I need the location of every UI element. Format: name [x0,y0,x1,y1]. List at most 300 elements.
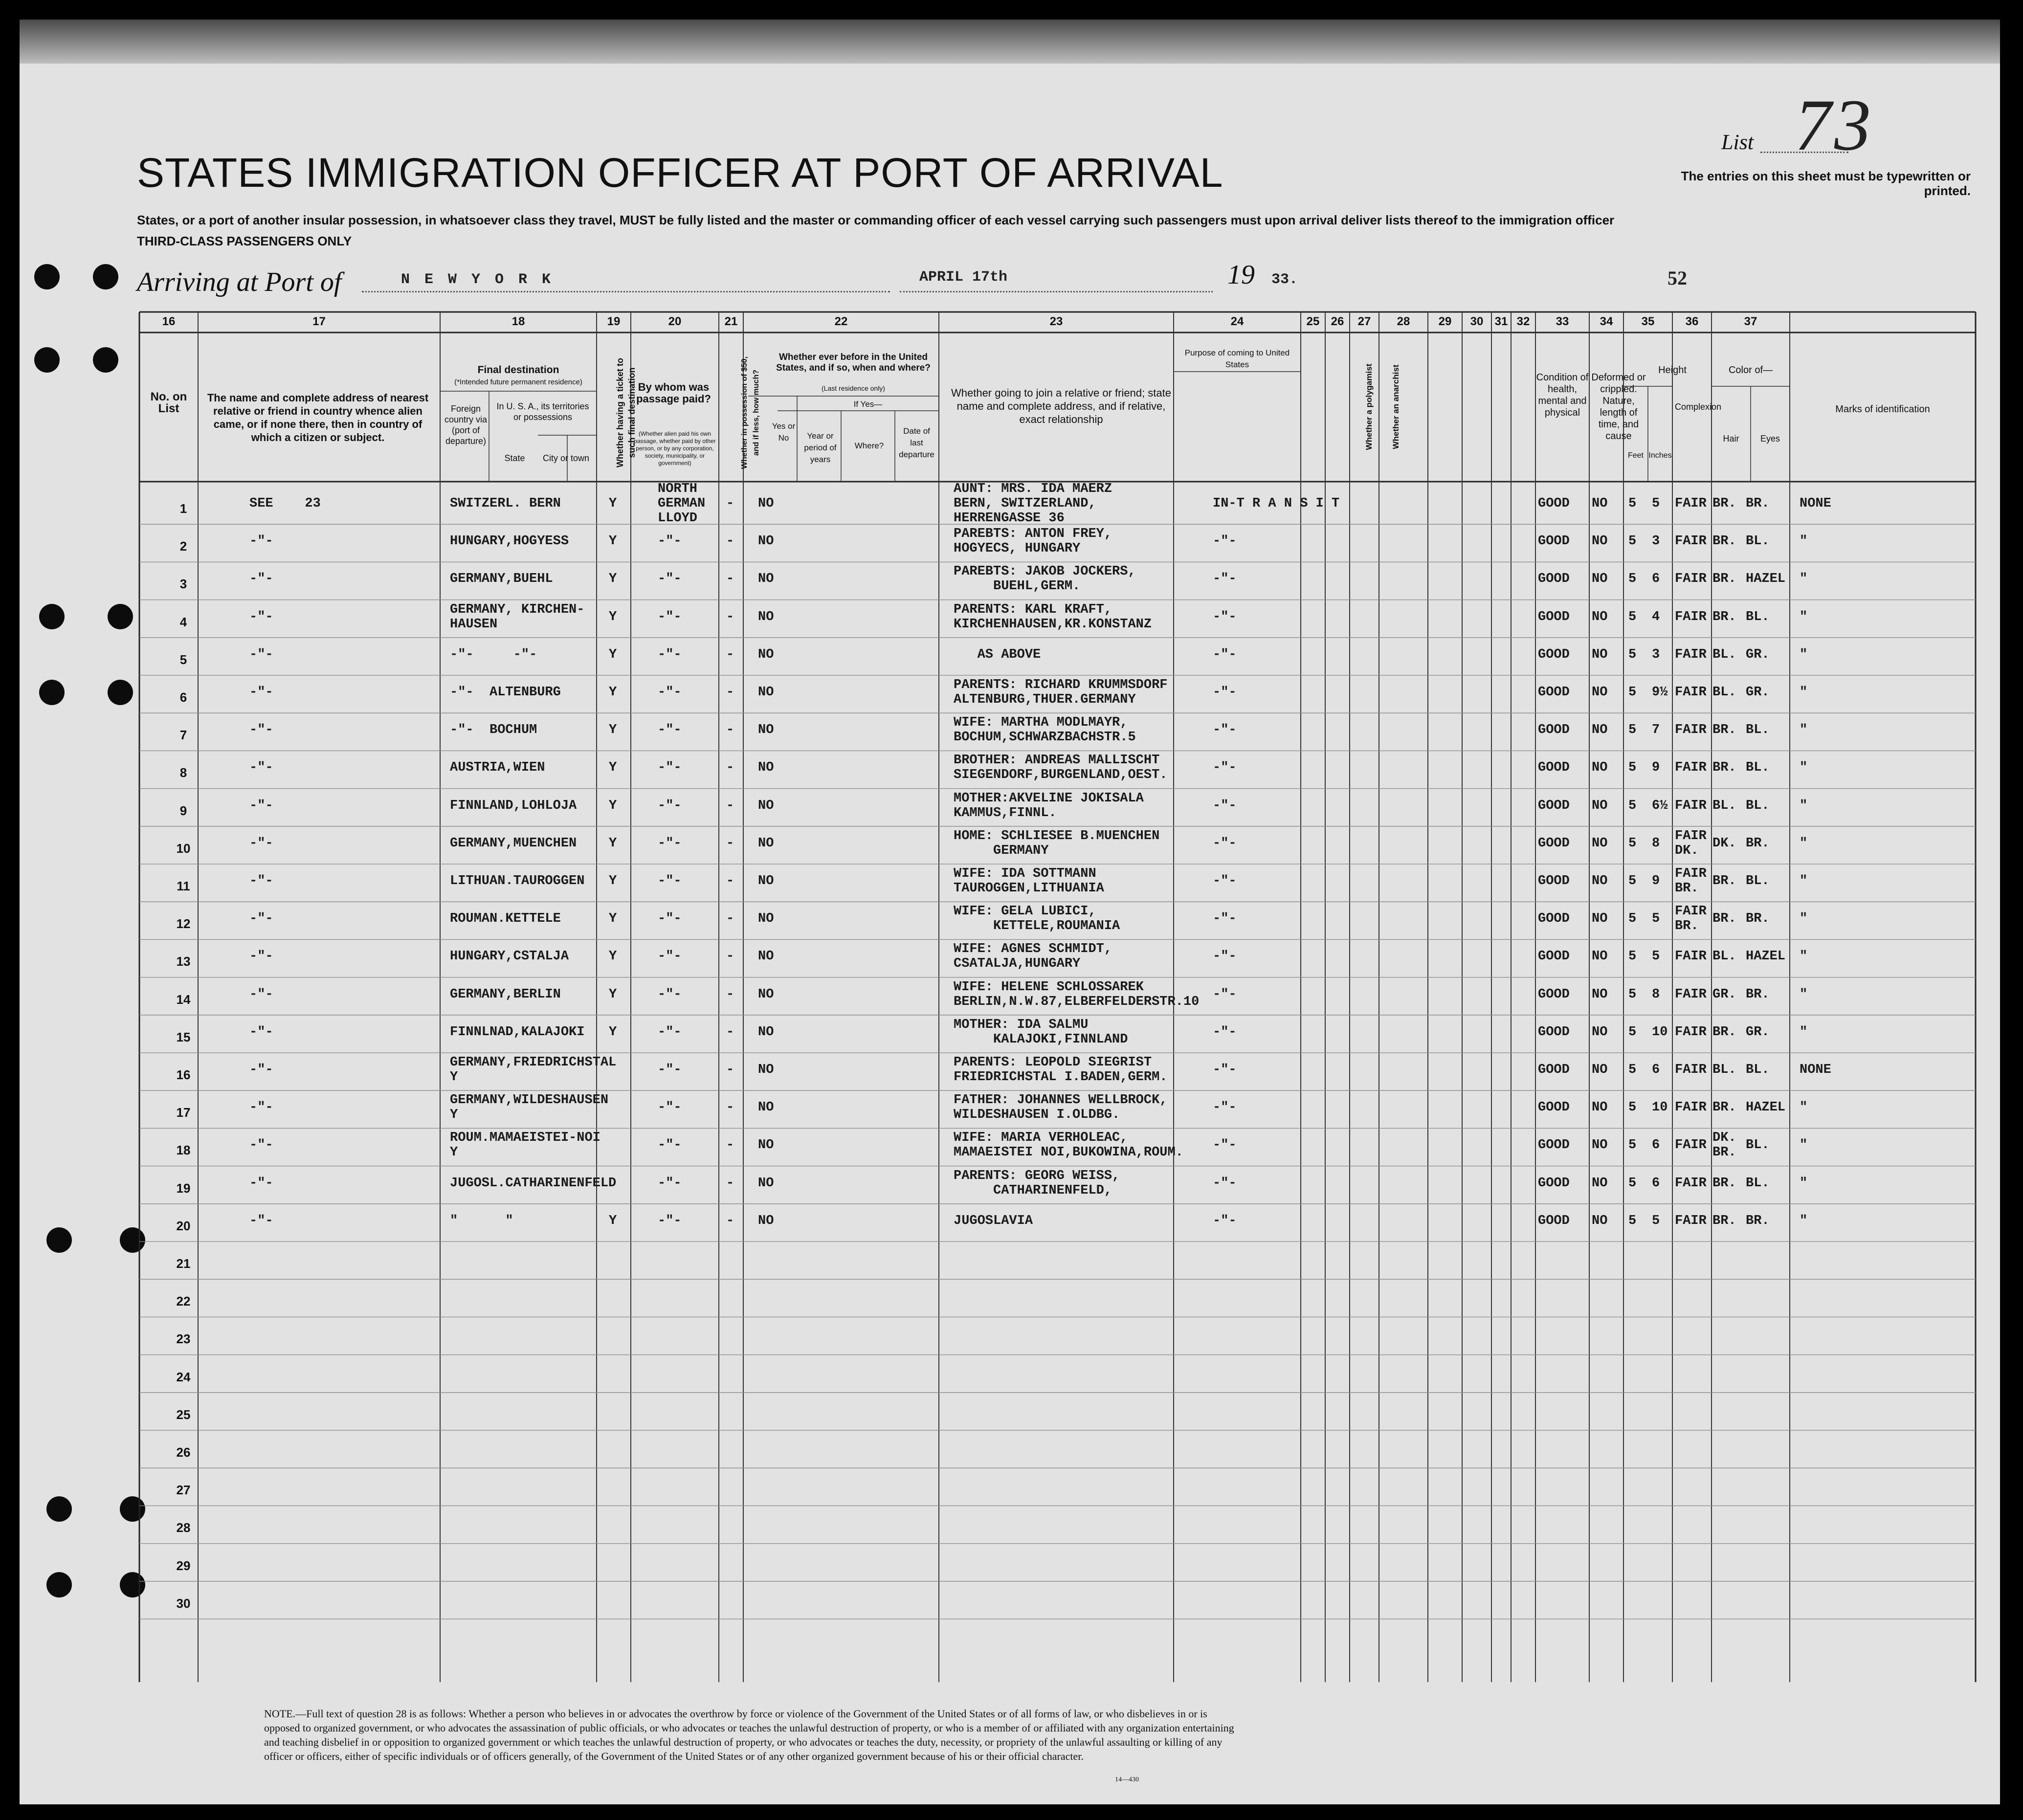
row-number: 3 [179,577,187,592]
complexion-cell: FAIR [1675,647,1707,662]
ever-before-cell: NO [758,609,774,624]
ever-before-cell: NO [758,949,774,964]
hair-cell: BL. [1712,798,1736,813]
money-cell: - [726,798,734,813]
complexion-cell: FAIR BR. [1675,866,1707,896]
header-yes-no: Yes or No [772,422,796,443]
deformed-cell: NO [1592,534,1608,549]
money-cell: - [726,496,734,511]
destination-cell: FINNLAND,LOHLOJA [450,798,577,813]
complexion-cell: FAIR [1675,1176,1707,1191]
inches-cell: 5 [1652,911,1660,927]
health-cell: GOOD [1538,1024,1570,1040]
hair-cell: DK. [1712,836,1736,851]
row-number: 30 [176,1596,191,1611]
going-to-join-cell: PAREBTS: ANTON FREY, HOGYECS, HUNGARY [954,527,1112,556]
arriving-label: Arriving at Port of [137,267,342,297]
going-to-join-cell: PARENTS: KARL KRAFT, KIRCHENHAUSEN,KR.KONSTANZ [954,602,1152,632]
marks-cell: " [1800,572,1808,587]
going-to-join-cell: WIFE: GELA LUBICI, KETTELE,ROUMANIA [954,904,1120,934]
inches-cell: 8 [1652,836,1660,851]
hair-cell: BL. [1712,647,1736,662]
ticket-cell: Y [609,874,617,888]
class-note: THIRD-CLASS PASSENGERS ONLY [137,234,352,248]
header-inches: Inches [1648,451,1672,460]
deformed-cell: NO [1592,1176,1608,1191]
eyes-cell: BL. [1746,1063,1770,1077]
going-to-join-cell: MOTHER: IDA SALMU KALAJOKI,FINNLAND [954,1017,1128,1047]
deformed-cell: NO [1592,723,1608,738]
header-if-yes: If Yes— [853,400,883,409]
table-grid [20,20,2000,1702]
relative-cell: -"- [249,1213,273,1228]
passage-paid-cell: -"- [658,798,682,813]
column-number: 18 [511,315,525,328]
header-deformed: Deformed or crippled. Nature, length of time, and cause [1591,372,1646,442]
hair-cell: BR. [1712,609,1736,624]
purpose-cell: -"- [1213,1063,1237,1077]
ticket-cell: Y [609,798,617,813]
complexion-cell: FAIR [1675,760,1707,776]
ticket-cell: Y [609,723,617,738]
deformed-cell: NO [1592,1138,1608,1153]
complexion-cell: FAIR [1675,572,1707,587]
header-ever-before: Whether ever before in the United States, and if so, when and where? [776,352,931,373]
relative-cell: -"- [249,911,273,927]
column-number: 19 [607,315,621,328]
column-number: 31 [1494,315,1508,328]
feet-cell: 5 [1628,1100,1637,1115]
header-polygamist: Whether a polygamist [1364,363,1374,450]
eyes-cell: BL. [1746,1176,1770,1191]
hair-cell: BR. [1712,572,1736,587]
purpose-cell: -"- [1213,609,1237,624]
money-cell: - [726,685,734,700]
column-number: 33 [1556,315,1569,328]
row-number: 24 [176,1369,191,1384]
feet-cell: 5 [1628,1024,1637,1040]
eyes-cell: HAZEL [1746,1100,1786,1115]
row-number: 1 [179,501,187,516]
row-number: 19 [176,1180,191,1196]
feet-cell: 5 [1628,1138,1637,1153]
marks-cell: " [1800,534,1808,549]
inches-cell: 4 [1652,609,1660,624]
header-where: Where? [854,441,884,450]
column-number: 16 [162,315,176,328]
passage-paid-cell: -"- [658,1063,682,1077]
marks-cell: NONE [1800,1063,1831,1077]
deformed-cell: NO [1592,760,1608,776]
purpose-cell: -"- [1213,534,1237,549]
header-hair: Hair [1723,434,1739,444]
eyes-cell: GR. [1746,685,1770,700]
ticket-cell: Y [609,911,617,927]
passage-paid-cell: -"- [658,723,682,738]
money-cell: - [726,1024,734,1040]
footer-note: NOTE.—Full text of question 28 is as follows: Whether a person who believes in or advocates the overthrow by force or violence of the Government of the United States or of all forms of law, or who disbelieves in or is opposed to organized government, or who advocates the assassination of public officials, or who advocates or teaches the unlawful destruction of property, or who is a member of or affiliated with any organization entertaining and teaching disbelief in or opposition to organized government or which teaches the unlawful destruction of property, or who advocates or teaches the duty, necessity, or propriety of the unlawful assaulting or killing of any officer or officers, either of specific individuals or of officers generally, of the Government of the United States or of any other organized government because of his or their official character. [264,1708,1234,1762]
row-number: 23 [176,1332,191,1347]
relative-cell: -"- [249,609,273,624]
health-cell: GOOD [1538,949,1570,964]
header-color-of: Color of— [1728,365,1773,376]
row-number: 17 [176,1105,191,1120]
feet-cell: 5 [1628,534,1637,549]
money-cell: - [726,609,734,624]
hair-cell: BL. [1712,685,1736,700]
inches-cell: 9½ [1652,685,1668,700]
feet-cell: 5 [1628,836,1637,851]
passage-paid-cell: -"- [658,1024,682,1040]
health-cell: GOOD [1538,798,1570,813]
inches-cell: 9 [1652,874,1660,888]
column-number: 27 [1357,315,1371,328]
inches-cell: 5 [1652,496,1660,511]
complexion-cell: FAIR [1675,723,1707,738]
money-cell: - [726,949,734,964]
row-number: 13 [176,954,191,969]
complexion-cell: FAIR [1675,1100,1707,1115]
going-to-join-cell: WIFE: AGNES SCHMIDT, CSATALJA,HUNGARY [954,942,1112,972]
header-city: City or town [542,453,590,463]
inches-cell: 6 [1652,572,1660,587]
hair-cell: BL. [1712,949,1736,964]
relative-cell: -"- [249,1100,273,1115]
money-cell: - [726,911,734,927]
complexion-cell: FAIR [1675,534,1707,549]
relative-cell: -"- [249,987,273,1002]
deformed-cell: NO [1592,949,1608,964]
hair-cell: BR. [1712,1176,1736,1191]
ticket-cell: Y [609,987,617,1002]
inches-cell: 9 [1652,760,1660,776]
passage-paid-cell: -"- [658,874,682,888]
eyes-cell: GR. [1746,1024,1770,1040]
deformed-cell: NO [1592,911,1608,927]
feet-cell: 5 [1628,496,1637,511]
ever-before-cell: NO [758,1024,774,1040]
column-number: 37 [1744,315,1757,328]
health-cell: GOOD [1538,685,1570,700]
health-cell: GOOD [1538,836,1570,851]
inches-cell: 3 [1652,647,1660,662]
header-eyes: Eyes [1760,434,1780,444]
passage-paid-cell: -"- [658,836,682,851]
row-number: 4 [179,614,187,629]
money-cell: - [726,572,734,587]
money-cell: - [726,647,734,662]
complexion-cell: FAIR DK. [1675,828,1707,858]
complexion-cell: FAIR [1675,685,1707,700]
feet-cell: 5 [1628,1063,1637,1077]
ever-before-cell: NO [758,572,774,587]
passage-paid-cell: -"- [658,1100,682,1115]
ticket-cell: Y [609,647,617,662]
marks-cell: " [1800,760,1808,776]
row-number: 15 [176,1029,191,1044]
row-number: 26 [176,1445,191,1460]
row-number: 8 [179,765,187,780]
money-cell: - [726,1138,734,1153]
header-passage-paid-note: (Whether alien paid his own passage, whether paid by other person, or by any corporation, society, municipality, or government) [634,430,716,466]
purpose-cell: IN-T R A N S I T [1213,496,1340,511]
purpose-cell: -"- [1213,798,1237,813]
going-to-join-cell: WIFE: HELENE SCHLOSSAREK BERLIN,N.W.87,ELBERFELDERSTR.10 [954,979,1200,1009]
row-number: 22 [176,1294,191,1309]
hair-cell: BR. [1712,760,1736,776]
money-cell: - [726,723,734,738]
passage-paid-cell: -"- [658,760,682,776]
ever-before-cell: NO [758,874,774,888]
going-to-join-cell: HOME: SCHLIESEE B.MUENCHEN GERMANY [954,828,1160,858]
page-subtitle: States, or a port of another insular possession, in whatsoever class they travel, MUST be fully listed and the master or commanding officer of each vessel carrying such passengers must upon arrival deliver lists thereof to the immigration officer [137,213,1615,227]
header-last-departure: Date of last departure [899,426,934,459]
ever-before-cell: NO [758,1213,774,1228]
header-complexion: Complexion [1675,402,1722,412]
going-to-join-cell: MOTHER:AKVELINE JOKISALA KAMMUS,FINNL. [954,791,1144,821]
eyes-cell: BL. [1746,1138,1770,1153]
deformed-cell: NO [1592,798,1608,813]
header-ticket: Whether having a ticket to such final destination [615,357,637,468]
row-number: 18 [176,1143,191,1158]
going-to-join-cell: FATHER: JOHANNES WELLBROCK, WILDESHAUSEN I.OLDBG. [954,1093,1168,1123]
purpose-cell: -"- [1213,836,1237,851]
feet-cell: 5 [1628,1176,1637,1191]
passage-paid-cell: -"- [658,647,682,662]
marks-cell: " [1800,1138,1808,1153]
ever-before-cell: NO [758,836,774,851]
relative-cell: -"- [249,647,273,662]
eyes-cell: BL. [1746,760,1770,776]
deformed-cell: NO [1592,647,1608,662]
purpose-cell: -"- [1213,685,1237,700]
header-passage-paid: By whom was passage paid? [636,381,711,405]
eyes-cell: BL. [1746,609,1770,624]
money-cell: - [726,1213,734,1228]
deformed-cell: NO [1592,685,1608,700]
row-number: 28 [176,1520,191,1535]
row-number: 6 [179,690,187,705]
inches-cell: 6 [1652,1063,1660,1077]
relative-cell: -"- [249,836,273,851]
feet-cell: 5 [1628,760,1637,776]
column-number: 28 [1397,315,1410,328]
marks-cell: " [1800,949,1808,964]
header-height: Height [1658,365,1687,376]
column-number: 17 [312,315,326,328]
column-number: 24 [1230,315,1244,328]
inches-cell: 6 [1652,1176,1660,1191]
health-cell: GOOD [1538,987,1570,1002]
deformed-cell: NO [1592,1024,1608,1040]
marks-cell: " [1800,1100,1808,1115]
health-cell: GOOD [1538,911,1570,927]
passage-paid-cell: -"- [658,534,682,549]
ever-before-cell: NO [758,1176,774,1191]
marks-cell: " [1800,1024,1808,1040]
column-number: 35 [1641,315,1655,328]
column-number: 25 [1306,315,1320,328]
passage-paid-cell: -"- [658,987,682,1002]
row-number: 10 [176,841,191,856]
row-number: 14 [176,992,191,1007]
header-no-on-list: No. on List [150,390,187,415]
going-to-join-cell: PARENTS: GEORG WEISS, CATHARINENFELD, [954,1168,1120,1198]
eyes-cell: BR. [1746,987,1770,1002]
relative-cell: SEE 23 [249,496,321,511]
relative-cell: -"- [249,760,273,776]
feet-cell: 5 [1628,911,1637,927]
money-cell: - [726,534,734,549]
purpose-cell: -"- [1213,1100,1237,1115]
relative-cell: -"- [249,1138,273,1153]
column-number: 32 [1516,315,1530,328]
ticket-cell: Y [609,1213,617,1228]
feet-cell: 5 [1628,647,1637,662]
feet-cell: 5 [1628,987,1637,1002]
relative-cell: -"- [249,949,273,964]
deformed-cell: NO [1592,1063,1608,1077]
ticket-cell: Y [609,760,617,776]
column-number: 20 [668,315,682,328]
destination-cell: ROUM.MAMAEISTEI-NOI Y [450,1131,600,1160]
passage-paid-cell: -"- [658,609,682,624]
destination-cell: GERMANY,BUEHL [450,572,553,587]
passage-paid-cell: -"- [658,1138,682,1153]
ticket-cell: Y [609,496,617,511]
header-going-to-join: Whether going to join a relative or friend; state name and complete address, and if relative, exact relationship [951,387,1172,425]
row-number: 9 [179,803,187,818]
hair-cell: BR. [1712,496,1736,511]
column-number: 34 [1600,315,1613,328]
marks-cell: " [1800,647,1808,662]
manifest-sheet [20,20,2000,1804]
eyes-cell: BR. [1746,911,1770,927]
health-cell: GOOD [1538,609,1570,624]
ever-before-cell: NO [758,911,774,927]
destination-cell: SWITZERL. BERN [450,496,561,511]
passage-paid-cell: -"- [658,949,682,964]
purpose-cell: -"- [1213,723,1237,738]
deformed-cell: NO [1592,1100,1608,1115]
header-final-destination: Final destination [477,364,559,376]
deformed-cell: NO [1592,496,1608,511]
feet-cell: 5 [1628,685,1637,700]
hair-cell: BR. [1712,1100,1736,1115]
header-purpose: Purpose of coming to United States [1184,348,1290,369]
header-usa: In U. S. A., its territories or possessions [496,401,589,422]
feet-cell: 5 [1628,949,1637,964]
health-cell: GOOD [1538,760,1570,776]
marks-cell: " [1800,609,1808,624]
header-health: Condition of health, mental and physical [1536,372,1589,418]
year-prefix: 19 [1227,260,1255,290]
health-cell: GOOD [1538,496,1570,511]
hair-cell: BL. [1712,1063,1736,1077]
destination-cell: AUSTRIA,WIEN [450,760,545,776]
hair-cell: BR. [1712,1024,1736,1040]
port-value: N E W Y O R K [401,271,554,288]
page-number: 52 [1667,267,1687,289]
purpose-cell: -"- [1213,987,1237,1002]
money-cell: - [726,987,734,1002]
destination-cell: ROUMAN.KETTELE [450,911,561,927]
inches-cell: 7 [1652,723,1660,738]
passage-paid-cell: -"- [658,911,682,927]
header-year-period: Year or period of years [804,431,837,464]
header-relative-address: The name and complete address of nearest relative or friend in country whence alien came, or if none there, then in country of which a citizen or subject. [207,392,429,444]
column-number: 26 [1331,315,1344,328]
destination-cell: GERMANY,BERLIN [450,987,561,1002]
ever-before-cell: NO [758,723,774,738]
feet-cell: 5 [1628,609,1637,624]
complexion-cell: FAIR [1675,609,1707,624]
hair-cell: BR. [1712,1213,1736,1228]
inches-cell: 5 [1652,1213,1660,1228]
ever-before-cell: NO [758,1063,774,1077]
ever-before-cell: NO [758,1100,774,1115]
health-cell: GOOD [1538,1176,1570,1191]
row-number: 7 [179,728,187,743]
complexion-cell: FAIR [1675,1063,1707,1077]
money-cell: - [726,1063,734,1077]
feet-cell: 5 [1628,798,1637,813]
eyes-cell: BR. [1746,1213,1770,1228]
list-label: List [1721,130,1754,154]
row-number: 25 [176,1407,191,1422]
eyes-cell: BR. [1746,836,1770,851]
row-number: 16 [176,1067,191,1082]
header-last-residence: (Last residence only) [822,384,885,392]
destination-cell: JUGOSL.CATHARINENFELD [450,1176,617,1191]
hair-cell: BR. [1712,874,1736,888]
inches-cell: 3 [1652,534,1660,549]
hair-cell: BR. [1712,911,1736,927]
destination-cell: HUNGARY,HOGYESS [450,534,569,549]
ever-before-cell: NO [758,1138,774,1153]
deformed-cell: NO [1592,572,1608,587]
health-cell: GOOD [1538,572,1570,587]
passage-paid-cell: -"- [658,1176,682,1191]
purpose-cell: -"- [1213,1138,1237,1153]
inches-cell: 10 [1652,1024,1668,1040]
deformed-cell: NO [1592,874,1608,888]
health-cell: GOOD [1538,534,1570,549]
destination-cell: -"- -"- [450,647,537,662]
eyes-cell: BL. [1746,798,1770,813]
destination-cell: GERMANY, KIRCHEN- HAUSEN [450,602,585,632]
relative-cell: -"- [249,1024,273,1040]
passage-paid-cell: -"- [658,1213,682,1228]
header-money: Whether in possession of $50, and if less, how much? [740,356,760,469]
relative-cell: -"- [249,798,273,813]
destination-cell: GERMANY,MUENCHEN [450,836,577,851]
marks-cell: " [1800,987,1808,1002]
destination-cell: " " [450,1213,513,1228]
destination-cell: LITHUAN.TAUROGGEN [450,874,585,888]
complexion-cell: FAIR [1675,949,1707,964]
row-number: 5 [179,652,187,667]
column-number: 30 [1470,315,1484,328]
header-marks: Marks of identification [1835,404,1930,415]
health-cell: GOOD [1538,647,1570,662]
health-cell: GOOD [1538,874,1570,888]
marks-cell: " [1800,1213,1808,1228]
marks-cell: " [1800,723,1808,738]
going-to-join-cell: WIFE: MARIA VERHOLEAC, MAMAEISTEI NOI,BUKOWINA,ROUM. [954,1131,1183,1160]
health-cell: GOOD [1538,723,1570,738]
deformed-cell: NO [1592,836,1608,851]
